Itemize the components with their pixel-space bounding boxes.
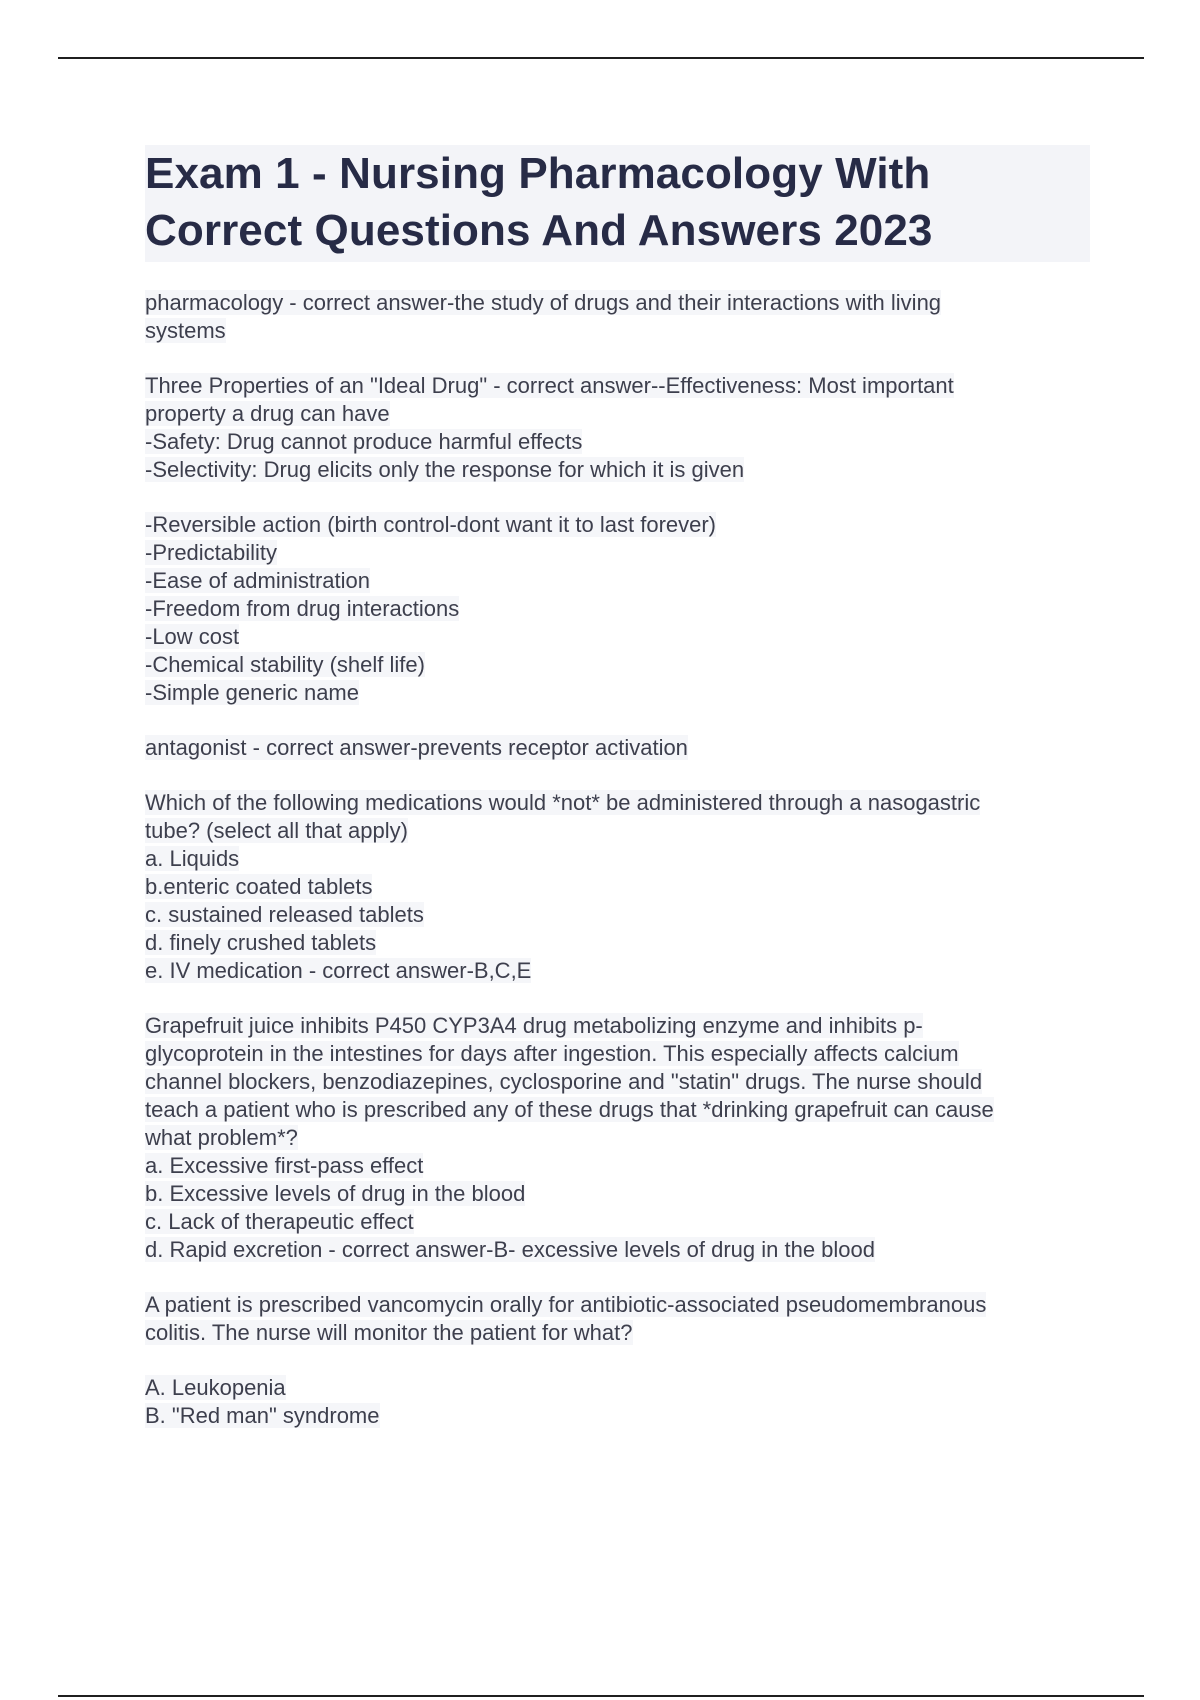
qa-entry — [145, 789, 1090, 985]
text-line-content: a. Liquids — [145, 846, 240, 871]
text-line — [145, 567, 1090, 595]
text-line — [145, 428, 1090, 456]
text-line-content: c. Lack of therapeutic effect — [145, 1209, 414, 1234]
text-line — [145, 651, 1090, 679]
text-line-content: channel blockers, benzodiazepines, cyclosporine and "statin" drugs. The nurse should — [145, 1069, 983, 1094]
text-line-content: a. Excessive first-pass effect — [145, 1153, 424, 1178]
document-title — [145, 145, 1086, 259]
text-line-content: A patient is prescribed vancomycin orally for antibiotic-associated pseudomembranous — [145, 1292, 987, 1317]
text-line-content: -Chemical stability (shelf life) — [145, 652, 425, 677]
text-line-content: B. "Red man" syndrome — [145, 1403, 380, 1428]
text-line — [145, 845, 1090, 873]
text-line — [145, 539, 1090, 567]
text-line-content: Which of the following medications would *not* be administered through a nasogastric — [145, 790, 981, 815]
qa-entry — [145, 1291, 1090, 1430]
text-line — [145, 873, 1090, 901]
text-line-content: property a drug can have — [145, 401, 390, 426]
text-line-content: c. sustained released tablets — [145, 902, 424, 927]
text-line-content: colitis. The nurse will monitor the patient for what? — [145, 1320, 633, 1345]
title-line: Correct Questions And Answers 2023 — [145, 206, 933, 255]
text-line-content: -Reversible action (birth control-dont want it to last forever) — [145, 512, 717, 537]
text-line-content: -Low cost — [145, 624, 240, 649]
text-line-content: Three Properties of an "Ideal Drug" - correct answer--Effectiveness: Most important — [145, 373, 954, 398]
text-line — [145, 1319, 1090, 1347]
text-line-content: d. Rapid excretion - correct answer-B- excessive levels of drug in the blood — [145, 1237, 876, 1262]
text-line — [145, 817, 1090, 845]
text-line — [145, 1012, 1090, 1040]
text-line — [145, 1374, 1090, 1402]
qa-entry — [145, 372, 1090, 484]
title-block — [145, 145, 1090, 262]
text-line — [145, 1402, 1090, 1430]
text-line-content: teach a patient who is prescribed any of these drugs that *drinking grapefruit can cause — [145, 1097, 994, 1122]
text-line-content: antagonist - correct answer-prevents receptor activation — [145, 735, 688, 760]
text-line-content: -Freedom from drug interactions — [145, 596, 460, 621]
qa-entries — [145, 289, 1090, 1430]
qa-entry — [145, 1012, 1090, 1264]
text-line-content: glycoprotein in the intestines for days after ingestion. This especially affects calcium — [145, 1041, 959, 1066]
text-line — [145, 679, 1090, 707]
text-line-content: -Simple generic name — [145, 680, 359, 705]
text-line — [145, 1208, 1090, 1236]
text-line — [145, 1291, 1090, 1319]
text-line-content: tube? (select all that apply) — [145, 818, 408, 843]
text-line — [145, 595, 1090, 623]
text-line — [145, 400, 1090, 428]
text-line — [145, 1068, 1090, 1096]
title-line: Exam 1 - Nursing Pharmacology With — [145, 149, 931, 198]
text-line — [145, 1124, 1090, 1152]
text-line — [145, 1096, 1090, 1124]
text-line-content: b.enteric coated tablets — [145, 874, 373, 899]
text-line — [145, 789, 1090, 817]
text-line — [145, 1152, 1090, 1180]
text-line — [145, 372, 1090, 400]
text-line — [145, 317, 1090, 345]
text-line — [145, 734, 1090, 762]
text-line — [145, 1236, 1090, 1264]
page-content — [145, 145, 1090, 1457]
text-line-content: -Selectivity: Drug elicits only the response for which it is given — [145, 457, 745, 482]
text-line-content: -Predictability — [145, 540, 278, 565]
text-line-content: what problem*? — [145, 1125, 298, 1150]
qa-entry — [145, 734, 1090, 762]
text-line-content: Grapefruit juice inhibits P450 CYP3A4 drug metabolizing enzyme and inhibits p- — [145, 1013, 923, 1038]
text-line — [145, 623, 1090, 651]
text-line — [145, 456, 1090, 484]
text-line-content: pharmacology - correct answer-the study of drugs and their interactions with living — [145, 290, 942, 315]
text-line-content: d. finely crushed tablets — [145, 930, 377, 955]
text-line-content: b. Excessive levels of drug in the blood — [145, 1181, 526, 1206]
text-line — [145, 929, 1090, 957]
qa-entry — [145, 511, 1090, 707]
top-rule — [58, 57, 1144, 59]
text-line — [145, 289, 1090, 317]
text-line-content: systems — [145, 318, 226, 343]
text-line-content: -Safety: Drug cannot produce harmful effects — [145, 429, 583, 454]
text-line-content: e. IV medication - correct answer-B,C,E — [145, 958, 532, 983]
text-line-content: -Ease of administration — [145, 568, 370, 593]
text-line-content: A. Leukopenia — [145, 1375, 286, 1400]
text-line — [145, 511, 1090, 539]
qa-entry — [145, 289, 1090, 345]
text-line — [145, 1180, 1090, 1208]
text-line — [145, 1040, 1090, 1068]
text-line — [145, 957, 1090, 985]
bottom-rule — [58, 1695, 1144, 1697]
line-gap — [145, 1347, 1090, 1374]
text-line — [145, 901, 1090, 929]
